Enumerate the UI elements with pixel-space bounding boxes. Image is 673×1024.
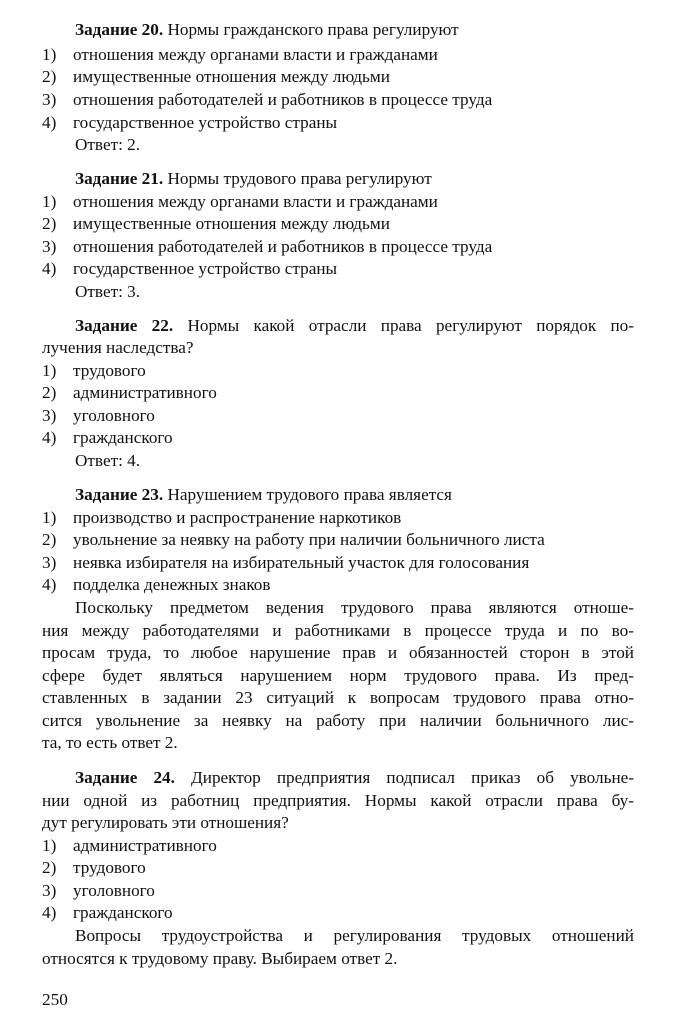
task-answer: Ответ: 3. (75, 282, 141, 301)
explanation-line: Поскольку предметом ведения трудового права являются отноше- (75, 598, 634, 617)
task-question: Нормы какой отрасли права регулируют порядок по- (187, 316, 634, 335)
option-number: 4) (42, 903, 57, 922)
explanation-line: относятся к трудовому праву. Выбираем ответ 2. (42, 949, 398, 968)
task-question: Нормы гражданского права регулируют (167, 20, 459, 39)
task-label: Задание 21. (75, 169, 164, 188)
option-number: 2) (42, 214, 57, 233)
answer-option (42, 112, 337, 134)
option-number: 2) (42, 858, 57, 877)
option-number: 1) (42, 508, 57, 527)
explanation-line: просам труда, то любое нарушение прав и обязанностей сторон в этой (42, 643, 634, 662)
option-text: трудового (73, 858, 146, 877)
option-number: 1) (42, 45, 57, 64)
answer-option (42, 529, 545, 551)
option-number: 3) (42, 90, 57, 109)
option-text: увольнение за неявку на работу при наличии больничного листа (73, 530, 545, 549)
explanation-line: ния между работодателями и работниками в процессе труда и по во- (42, 621, 634, 640)
explanation-line: сфере будет являться нарушением норм трудового права. Из пред- (42, 666, 634, 685)
answer-option (42, 44, 438, 66)
option-text: имущественные отношения между людьми (73, 67, 390, 86)
answer-option (42, 574, 271, 596)
option-number: 3) (42, 553, 57, 572)
option-text: трудового (73, 361, 146, 380)
option-text: гражданского (73, 903, 173, 922)
option-text: уголовного (73, 406, 155, 425)
option-text: отношения работодателей и работников в процессе труда (73, 237, 493, 256)
answer-option (42, 880, 155, 902)
task-title (75, 767, 634, 789)
answer-option (42, 382, 217, 404)
option-number: 3) (42, 406, 57, 425)
option-text: государственное устройство страны (73, 259, 338, 278)
explanation-line: ставленных в задании 23 ситуаций к вопросам трудового права отно- (42, 688, 634, 707)
option-number: 3) (42, 881, 57, 900)
task-title (75, 168, 432, 190)
task-title (75, 315, 634, 337)
task-title (75, 19, 459, 41)
option-number: 2) (42, 383, 57, 402)
answer-option (42, 835, 217, 857)
option-number: 2) (42, 530, 57, 549)
task-question-line: дут регулировать эти отношения? (42, 813, 289, 832)
option-text: уголовного (73, 881, 155, 900)
task-label: Задание 23. (75, 485, 164, 504)
option-text: производство и распространение наркотиков (73, 508, 402, 527)
page-number: 250 (42, 990, 68, 1009)
task-question-line: нии одной из работниц предприятия. Нормы какой отрасли права бу- (42, 791, 634, 810)
task-answer: Ответ: 4. (75, 451, 141, 470)
option-number: 1) (42, 836, 57, 855)
task-question: Нормы трудового права регулируют (167, 169, 432, 188)
answer-option (42, 427, 173, 449)
task-label: Задание 24. (75, 768, 175, 787)
option-number: 2) (42, 67, 57, 86)
answer-option (42, 191, 438, 213)
task-title (75, 484, 452, 506)
option-text: неявка избирателя на избирательный участок для голосования (73, 553, 530, 572)
option-number: 1) (42, 192, 57, 211)
answer-option (42, 857, 146, 879)
explanation-line: сится увольнение за неявку на работу при наличии больничного лис- (42, 711, 634, 730)
option-text: подделка денежных знаков (73, 575, 271, 594)
answer-option (42, 213, 390, 235)
answer-option (42, 66, 390, 88)
task-question: Нарушением трудового права является (167, 485, 452, 504)
option-text: отношения работодателей и работников в процессе труда (73, 90, 493, 109)
option-text: государственное устройство страны (73, 113, 338, 132)
option-number: 4) (42, 259, 57, 278)
option-number: 4) (42, 428, 57, 447)
task-answer: Ответ: 2. (75, 135, 141, 154)
option-text: отношения между органами власти и гражданами (73, 45, 438, 64)
task-label: Задание 22. (75, 316, 174, 335)
answer-option (42, 507, 401, 529)
task-question-line: лучения наследства? (42, 338, 194, 357)
option-text: имущественные отношения между людьми (73, 214, 390, 233)
option-number: 4) (42, 575, 57, 594)
task-label: Задание 20. (75, 20, 164, 39)
answer-option (42, 405, 155, 427)
option-text: отношения между органами власти и гражданами (73, 192, 438, 211)
explanation-line: та, то есть ответ 2. (42, 733, 178, 752)
option-number: 1) (42, 361, 57, 380)
option-text: гражданского (73, 428, 173, 447)
answer-option (42, 902, 173, 924)
explanation-line: Вопросы трудоустройства и регулирования трудовых отношений (75, 926, 634, 945)
answer-option (42, 258, 337, 280)
option-text: административного (73, 383, 217, 402)
option-text: административного (73, 836, 217, 855)
option-number: 3) (42, 237, 57, 256)
answer-option (42, 236, 492, 258)
answer-option (42, 552, 529, 574)
answer-option (42, 89, 492, 111)
option-number: 4) (42, 113, 57, 132)
task-question: Директор предприятия подписал приказ об увольне- (191, 768, 634, 787)
answer-option (42, 360, 146, 382)
